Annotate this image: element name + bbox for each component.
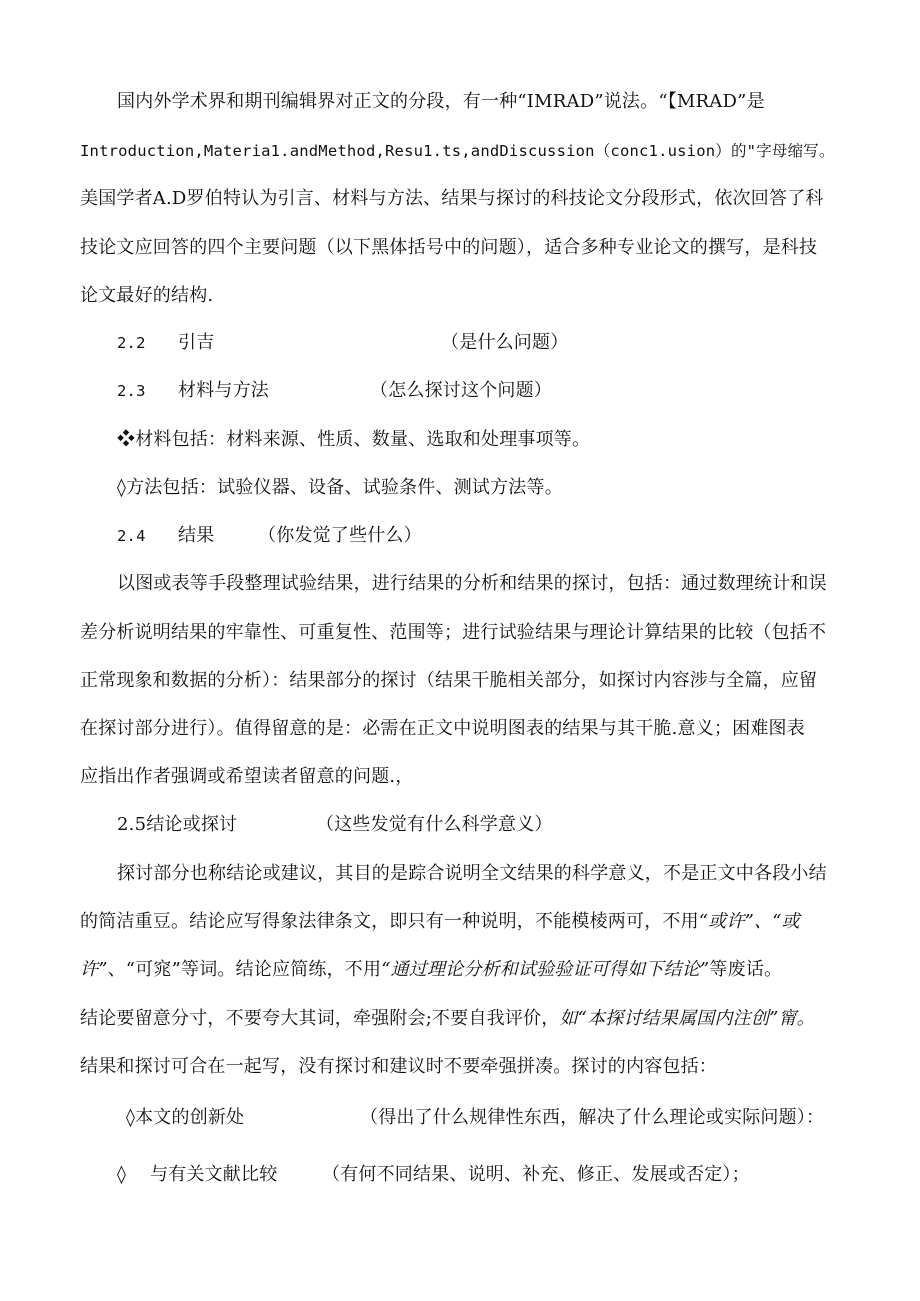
text-run: 的简洁重豆。结论应写得象法律条文，即只有一种说明，不能模棱两可，不用: [80, 911, 699, 932]
results-line: 正常现象和数据的分析）：结果部分的探讨（结果干脆相关部分，如探讨内容涉与全篇，应留: [80, 670, 818, 691]
diamond-bullet-icon: ◊: [117, 1164, 127, 1185]
paragraph1-line1: 国内外学术界和期刊编辑界对正文的分段，有一种“IMRAD”说法。“【MRAD”是: [117, 91, 765, 112]
emphasis-run: “通过理论分析和试验验证可得如下结论”: [381, 959, 710, 980]
section-question: （你发觉了些什么）: [258, 525, 422, 546]
section-number: 2.2: [117, 334, 146, 352]
results-line: 差分析说明结果的牢靠性、可重复性、范围等；进行试验结果与理论计算结果的比较（包括不: [80, 622, 827, 643]
section-number: 2.4: [117, 527, 146, 545]
methods-bullet: ◊方法包括：试验仪器、设备、试验条件、测试方法等。: [117, 477, 563, 498]
emphasis-run: “或许”、“或: [698, 911, 800, 932]
emphasis-run: 如“本探讨结果属国内注创”甯。: [559, 1008, 815, 1029]
section-title: 结果: [178, 525, 215, 546]
section-title: 2.5结论或探讨: [117, 814, 238, 835]
text-run: 、“可窕”等词。结论应简练，不用: [107, 959, 382, 980]
results-line: 应指出作者强调或希望读者留意的问题.，: [80, 766, 414, 787]
discussion-line: [80, 1006, 815, 1032]
section-question: （怎么探讨这个问题）: [370, 380, 552, 401]
discussion-line: 探讨部分也称结论或建议，其目的是踪合说明全文结果的科学意义，不是正文中各段小结: [117, 863, 827, 884]
paragraph1-line2: Introduction,Materia1.andMethod,Resu1.ts,andDiscussion（conc1.usion）的"字母缩写。: [80, 142, 835, 160]
text-run: 等废话。: [709, 959, 783, 980]
materials-bullet: ❖材料包括：材料来源、性质、数量、选取和处理事项等。: [117, 429, 591, 450]
item-label: 与有关文献比较: [150, 1164, 278, 1185]
section-question: （这些发觉有什么科学意义）: [316, 814, 553, 835]
discussion-line: [80, 909, 800, 935]
results-line: 在探讨部分进行）。值得留意的是：必需在正文中说明图表的结果与其干脆.意义；困难图表: [80, 718, 805, 739]
results-line: 以图或表等手段整理试验结果，进行结果的分析和结果的探讨，包括：通过数理统计和误: [117, 573, 827, 594]
item-label: ◊本文的创新处: [126, 1107, 245, 1128]
emphasis-run: 许”: [80, 959, 108, 980]
section-title: 材料与方法: [178, 380, 269, 401]
section-title: 引吉: [178, 332, 215, 353]
section-question: （是什么问题）: [441, 332, 569, 353]
section-number: 2.3: [117, 382, 146, 400]
item-detail: （得出了什么规律性东西，解决了什么理论或实际问题）：: [360, 1107, 825, 1128]
item-detail: （有何不同结果、说明、补充、修正、发展或否定）；: [322, 1164, 750, 1185]
discussion-line: [80, 957, 782, 983]
paragraph1-line4: 技论文应回答的四个主要问题（以下黑体括号中的问题），适合多种专业论文的撰写，是科技: [80, 237, 818, 258]
text-run: 结论要留意分寸，不要夸大其词，牵强附会;不要自我评价，: [80, 1008, 560, 1029]
discussion-line: 结果和探讨可合在一起写，没有探讨和建议时不要牵强拼凑。探讨的内容包括：: [80, 1056, 717, 1077]
paragraph1-line5: 论文最好的结构.: [80, 285, 214, 306]
paragraph1-line3: 美国学者A.D罗伯特认为引言、材料与方法、结果与探讨的科技论文分段形式，依次回答了科: [80, 188, 824, 209]
